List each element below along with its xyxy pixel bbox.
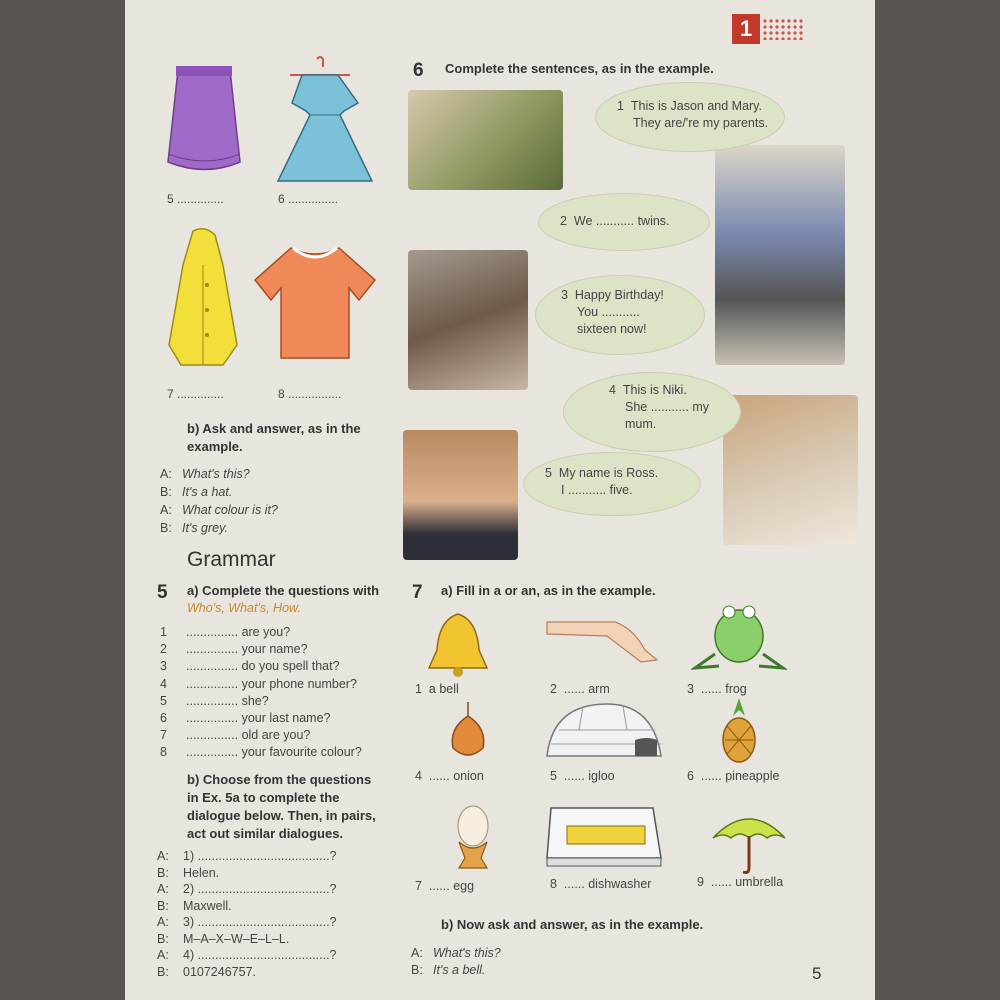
ex6-heading: Complete the sentences, as in the example. — [445, 61, 714, 76]
dialogue-line: B: M–A–X–W–E–L–L. — [157, 931, 290, 946]
speech-bubble-5: 5 My name is Ross. I ........... five. — [523, 452, 701, 516]
item-label-2: 2 ...... arm — [550, 682, 610, 696]
dialogue-line: A: 1) ......................................? — [157, 849, 337, 863]
skirt-image — [160, 62, 250, 182]
question-row: 6 ............... your last name? — [160, 711, 331, 726]
dialogue-line: A: 3) ......................................? — [157, 915, 337, 929]
dialogue-line: B: It's a hat. — [160, 485, 233, 499]
unit-number: 1 — [732, 14, 760, 44]
dialogue-line: B: 0107246757. — [157, 964, 256, 979]
igloo-image — [543, 700, 668, 760]
egg-image — [453, 800, 493, 872]
dialogue-line: A: 4) ......................................? — [157, 948, 337, 962]
item-label-7: 7 ...... egg — [415, 879, 475, 893]
ex5b-heading: b) Choose from the questions in Ex. 5a to complete the dialogue below. Then, in pairs, act out similar dialogues. — [187, 772, 376, 841]
pineapple-image — [717, 696, 761, 766]
frog-image — [691, 594, 787, 674]
t-shirt-image — [253, 240, 377, 365]
textbook-page — [125, 0, 875, 1000]
item-label-1: 1 a bell — [415, 682, 459, 696]
dialogue-line: B: Helen. — [157, 865, 220, 880]
question-row: 7 ............... old are you? — [160, 728, 311, 743]
mother-daughter-photo — [723, 395, 858, 545]
umbrella-image — [709, 806, 789, 876]
speech-bubble-4: 4 This is Niki. She ........... my mum. — [563, 372, 741, 452]
twins-photo — [408, 90, 563, 190]
parents-photo — [715, 145, 845, 365]
ex5b-dialogue — [157, 848, 337, 980]
question-row: 8 ............... your favourite colour? — [160, 745, 362, 760]
dress-image — [270, 55, 380, 190]
question-row: 1 ............... are you? — [160, 625, 291, 639]
question-row: 3 ............... do you spell that? — [160, 659, 340, 674]
onion-image — [443, 698, 493, 764]
clothes-label-6: 6 ............... — [278, 192, 339, 206]
raincoat-image — [163, 225, 243, 375]
ex5a-questions — [160, 624, 362, 762]
speech-bubble-1: 1 This is Jason and Mary. They are/'re my parents. — [595, 82, 785, 152]
clothes-label-5: 5 .............. — [167, 192, 224, 206]
birthday-family-photo — [408, 250, 528, 390]
dishwasher-image — [545, 802, 665, 872]
ex4b-dialogue — [160, 465, 278, 537]
speech-bubble-2: 2 We ........... twins. — [538, 193, 710, 251]
dialogue-line: A: What colour is it? — [160, 503, 278, 517]
question-row: 2 ............... your name? — [160, 642, 308, 657]
dialogue-line: A: What's this? — [160, 467, 250, 481]
speech-bubble-3: 3 Happy Birthday! You ........... sixteen now! — [535, 275, 705, 355]
unit-badge — [732, 14, 804, 44]
dialogue-line: A: 2) ......................................? — [157, 882, 337, 896]
bell-image — [425, 610, 491, 680]
ex7-heading: a) Fill in a or an, as in the example. — [441, 583, 656, 598]
item-label-6: 6 ...... pineapple — [687, 769, 780, 783]
ex7-number: 7 — [412, 582, 423, 603]
dialogue-line: B: It's a bell. — [411, 963, 486, 977]
ex6-number: 6 — [413, 60, 424, 81]
arm-image — [545, 612, 660, 667]
item-label-5: 5 ...... igloo — [550, 769, 615, 783]
clothes-label-8: 8 ................ — [278, 387, 342, 401]
item-label-4: 4 ...... onion — [415, 769, 484, 783]
item-label-3: 3 ...... frog — [687, 682, 747, 696]
ex7b-heading: b) Now ask and answer, as in the example. — [441, 917, 704, 932]
question-row: 5 ............... she? — [160, 693, 269, 708]
question-row: 4 ............... your phone number? — [160, 676, 357, 691]
grammar-title: Grammar — [187, 548, 276, 571]
item-label-8: 8 ...... dishwasher — [550, 877, 652, 891]
ex4b-heading-line1: b) Ask and answer, as in the — [187, 421, 361, 436]
clothes-label-7: 7 .............. — [167, 387, 224, 401]
ex7b-dialogue — [411, 945, 501, 979]
item-label-9: 9 ...... umbrella — [697, 875, 784, 889]
boy-photo — [403, 430, 518, 560]
ex5a-heading-line1: a) Complete the questions with — [187, 583, 380, 598]
dialogue-line: A: What's this? — [411, 946, 501, 960]
dialogue-line: B: Maxwell. — [157, 898, 232, 913]
unit-dots-decoration — [762, 18, 804, 40]
dialogue-line: B: It's grey. — [160, 521, 228, 535]
page-number: 5 — [812, 964, 822, 983]
ex5a-heading-line2: Who's, What's, How. — [187, 601, 301, 615]
ex4b-heading-line2: example. — [187, 439, 243, 454]
ex5-number: 5 — [157, 582, 168, 603]
